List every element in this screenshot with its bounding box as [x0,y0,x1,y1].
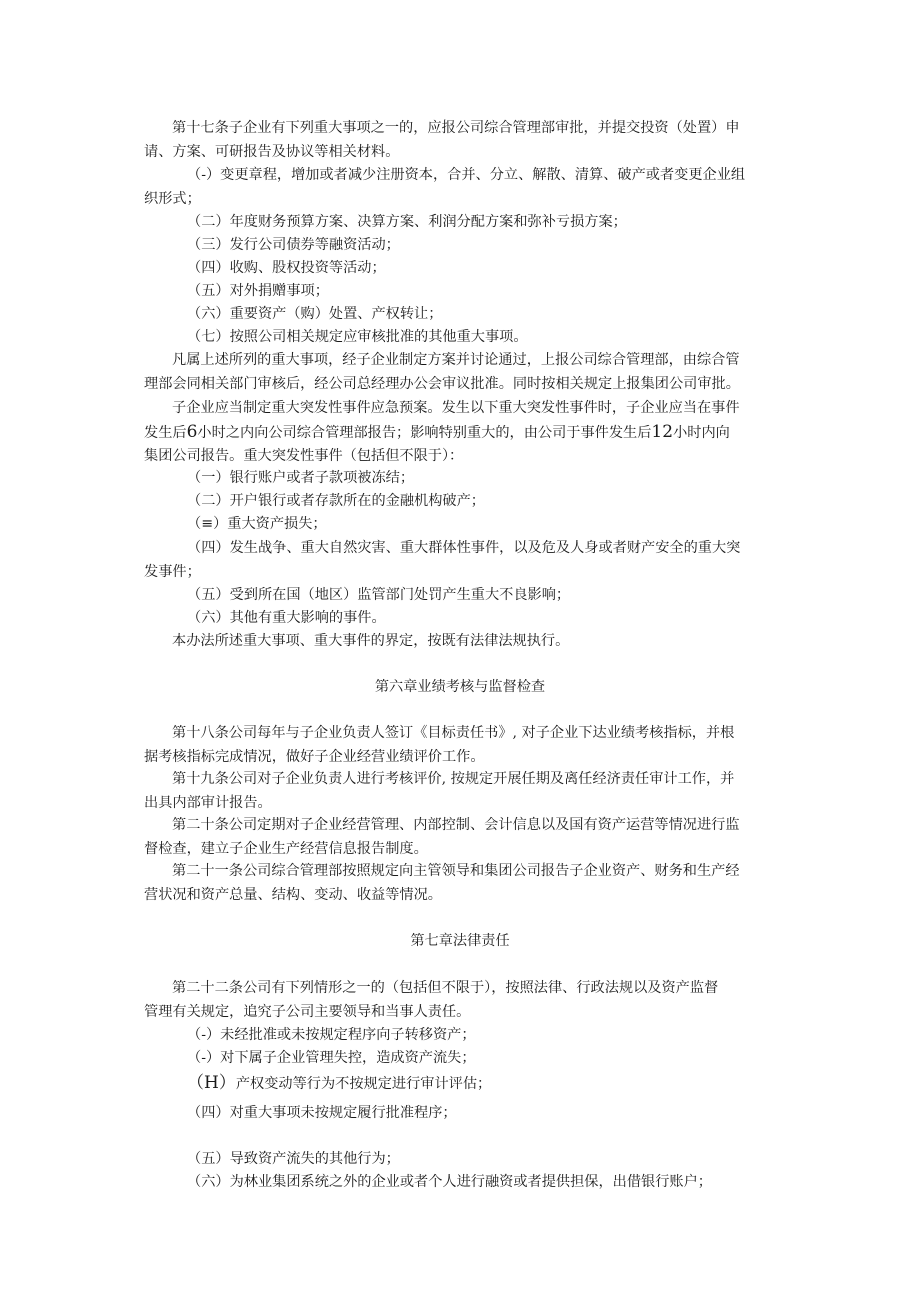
article-17-item-4 [187,257,807,281]
emergency-item-6 [187,607,807,631]
text-line: 理部会同相关部门审核后，经公司总经理办公会审议批准。同时按相关规定上报集团公司审批。 [144,375,740,392]
emergency-item-2 [187,490,807,514]
text-fragment: 小时内向 [673,424,730,441]
text-line: 第十七条子企业有下列重大事项之一的，应报公司综合管理部审批，并提交投资（处置）申 [172,120,740,136]
article-17-item-1 [144,164,807,211]
text-line: （五）受到所在国（地区）监管部门处罚产生重大不良影响； [187,587,571,603]
chapter-7-title: 第七章法律责任 [410,933,510,949]
article-21 [144,860,792,907]
text-line: （二）年度财务预算方案、决算方案、利润分配方案和弥补亏损方案； [187,214,627,230]
liability-item-2 [187,1047,807,1071]
emergency-item-1 [187,467,807,491]
emergency-item-4 [144,537,807,584]
text-line: 出具内部审计报告。 [144,794,272,811]
text-line: 管理有关规定，追究子公司主要领导和当事人责任。 [144,1003,471,1020]
text-line: （二）开户银行或者存款所在的金融机构破产； [187,493,485,509]
liability-item-6 [187,1171,807,1195]
text-line: （四）对重大事项未按规定履行批准程序； [187,1105,457,1121]
emergency-intro [144,397,792,469]
article-22 [144,977,792,1024]
text-line: 第二十条公司定期对子企业经营管理、内部控制、会计信息以及国有资产运营等情况进行监 [172,817,740,833]
article-17-item-5 [187,280,807,304]
article-17-item-7 [187,326,807,350]
article-17-closing [144,349,792,396]
emergency-closing [172,630,792,654]
article-17-item-6 [187,303,807,327]
text-line: 第二十二条公司有下列情形之一的（包括但不限于），按照法律、行政法规以及资产监督 [172,980,719,996]
text-fragment: 发生后 [144,424,187,441]
text-line: 子企业应当制定重大突发性事件应急预案。发生以下重大突发性事件时，子企业应当在事件 [172,400,740,416]
text-line: 据考核指标完成情况，做好子企业经营业绩评价工作。 [144,748,485,765]
text-line: （-）未经批准或未按规定程序向子转移资产； [187,1027,476,1043]
text-line: 营状况和资产总量、结构、变动、收益等情况。 [144,886,442,903]
text-line: （四）发生战争、重大自然灾害、重大群体性事件，以及危及人身或者财产安全的重大突 [187,540,741,556]
text-line [187,1072,807,1097]
text-line: （一）银行账户或者子款项被冻结； [187,470,415,486]
text-fragment: 产权变动等行为不按规定进行审计评估； [235,1076,492,1092]
text-line: （-）对下属子企业管理失控，造成资产流失； [187,1050,476,1066]
chapter-6-title: 第六章业绩考核与监督检查 [374,679,546,695]
text-line: （五）导致资产流失的其他行为； [187,1151,400,1167]
text-fragment: 小时之内向公司综合管理部报告；影响特别重大的，由公司于事件发生后 [197,424,652,441]
text-line: 请、方案、可研报告及协议等相关材料。 [144,143,400,160]
emergency-item-3 [187,513,807,537]
emergency-item-5 [187,584,807,608]
article-18 [144,722,792,769]
text-line: 第二十一条公司综合管理部按照规定向主管领导和集团公司报告子企业资产、财务和生产经 [172,863,740,879]
text-line: 发事件； [144,563,201,580]
text-line: （六）其他有重大影响的事件。 [187,610,386,626]
text-line: （六）为林业集团系统之外的企业或者个人进行融资或者提供担保，出借银行账户； [187,1174,712,1190]
text-line: （-）变更章程，增加或者减少注册资本，合并、分立、解散、清算、破产或者变更企业组 [187,167,746,183]
liability-item-3 [187,1072,807,1097]
text-line: （五）对外捐赠事项； [187,283,329,299]
article-17-intro [144,117,792,164]
liability-item-5 [187,1148,807,1172]
text-line: 集团公司报告。重大突发性事件（包括但不限于）： [144,448,464,464]
hours-number: 12 [651,421,674,442]
text-line: （六）重要资产（购）处置、产权转让； [187,306,443,322]
text-line: 凡属上述所列的重大事项，经子企业制定方案并讨论通过，上报公司综合管理部，由综合管 [172,352,740,368]
text-line: （≡）重大资产损失； [187,516,327,532]
article-17-item-2 [187,211,807,235]
text-line: 第十八条公司每年与子企业负责人签订《目标责任书》, 对子企业下达业绩考核指标，并根 [172,725,735,741]
text-line: 织形式； [144,190,201,207]
liability-item-1 [187,1024,807,1048]
article-19 [144,768,792,815]
text-line [144,421,792,446]
text-line: （三）发行公司债券等融资活动； [187,237,400,253]
text-line: 本办法所述重大事项、重大事件的界定，按既有法律法规执行。 [172,633,570,649]
article-17-item-3 [187,234,807,258]
text-line: （四）收购、股权投资等活动； [187,260,386,276]
liability-item-4 [187,1102,807,1126]
text-line: （七）按照公司相关规定应审核批准的其他重大事项。 [187,329,528,345]
article-20 [144,814,792,861]
hours-number: 6 [186,421,198,442]
item-mark: （H） [187,1073,236,1093]
text-line: 第十九条公司对子企业负责人进行考核评价, 按规定开展任期及离任经济责任审计工作，并 [172,771,735,787]
text-line: 督检查，建立子企业生产经营信息报告制度。 [144,840,428,857]
